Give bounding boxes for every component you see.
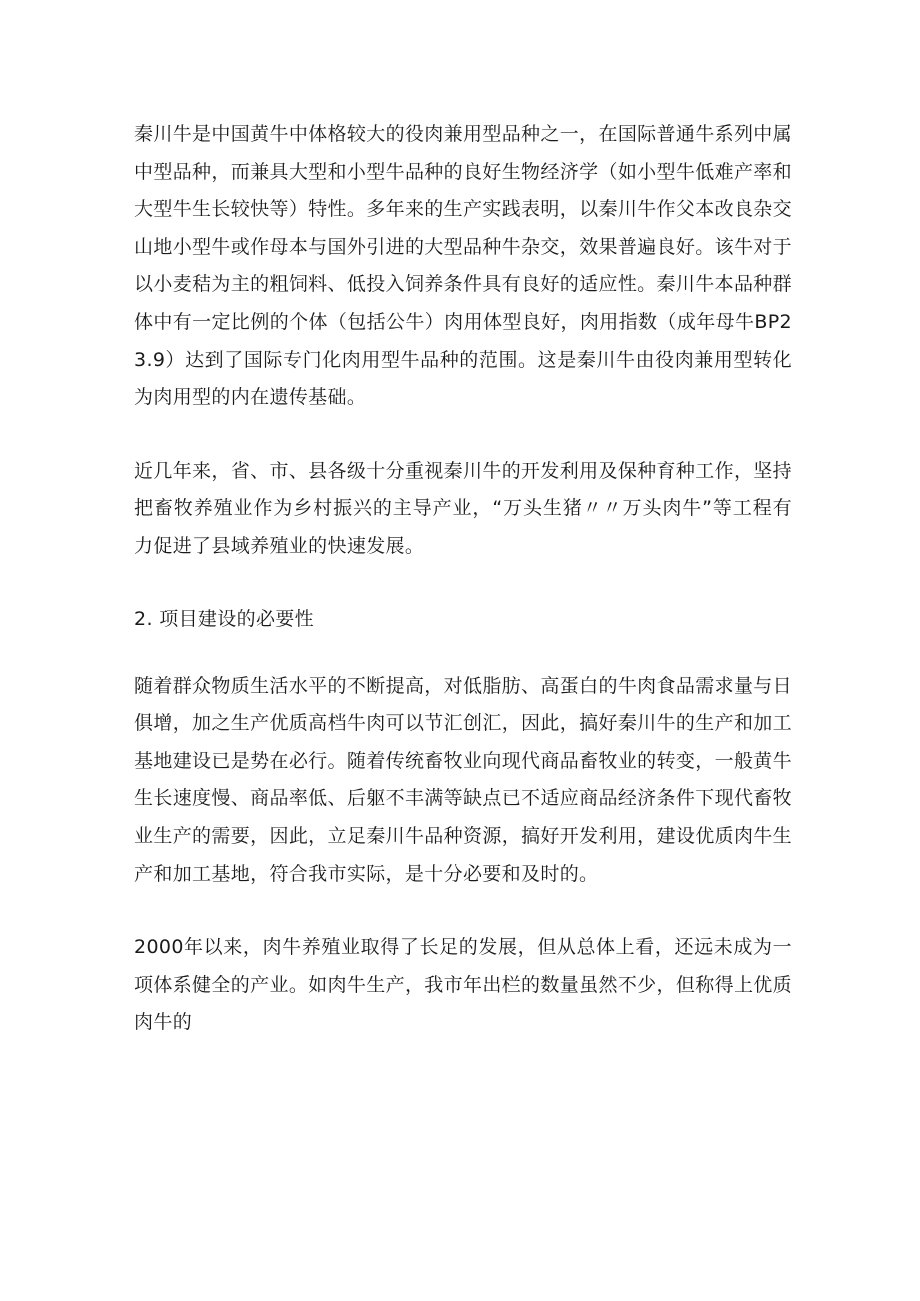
paragraph-recent-development: 近几年来，省、市、县各级十分重视秦川牛的开发利用及保种育种工作，坚持把畜牧养殖业作为乡村振兴的主导产业，“万头生猪〃〃万头肉牛”等工程有力促进了县域养殖业的快速发展。	[134, 459, 792, 557]
paragraph-market-demand: 随着群众物质生活水平的不断提高，对低脂肪、高蛋白的牛肉食品需求量与日俱增，加之生产优质高档牛肉可以节汇创汇，因此，搞好秦川牛的生产和加工基地建设已是势在必行。随着传统畜牧业向现代商品畜牧业的转变，一般黄牛生长速度慢、商品率低、后躯不丰满等缺点已不适应商品经济条件下现代畜牧业生产的需要，因此，立足秦川牛品种资源，搞好开发利用，建设优质肉牛生产和加工基地，符合我市实际，是十分必要和及时的。	[134, 674, 792, 885]
section-heading-necessity: 2. 项目建设的必要性	[134, 607, 315, 630]
paragraph-qinchuan-cattle-intro: 秦川牛是中国黄牛中体格较大的役肉兼用型品种之一，在国际普通牛系列中属中型品种，而兼具大型和小型牛品种的良好生物经济学（如小型牛低难产率和大型牛生长较快等）特性。多年来的生产实践表明，以秦川牛作父本改良杂交山地小型牛或作母本与国外引进的大型品种牛杂交，效果普遍良好。该牛对于以小麦秸为主的粗饲料、低投入饲养条件具有良好的适应性。秦川牛本品种群体中有一定比例的个体（包括公牛）肉用体型良好，肉用指数（成年母牛BP23.9）达到了国际专门化肉用型牛品种的范围。这是秦川牛由役肉兼用型转化为肉用型的内在遗传基础。	[134, 123, 792, 409]
paragraph-industry-status: 2000年以来，肉牛养殖业取得了长足的发展，但从总体上看，还远未成为一项体系健全的产业。如肉牛生产，我市年出栏的数量虽然不少，但称得上优质肉牛的	[134, 936, 792, 1034]
